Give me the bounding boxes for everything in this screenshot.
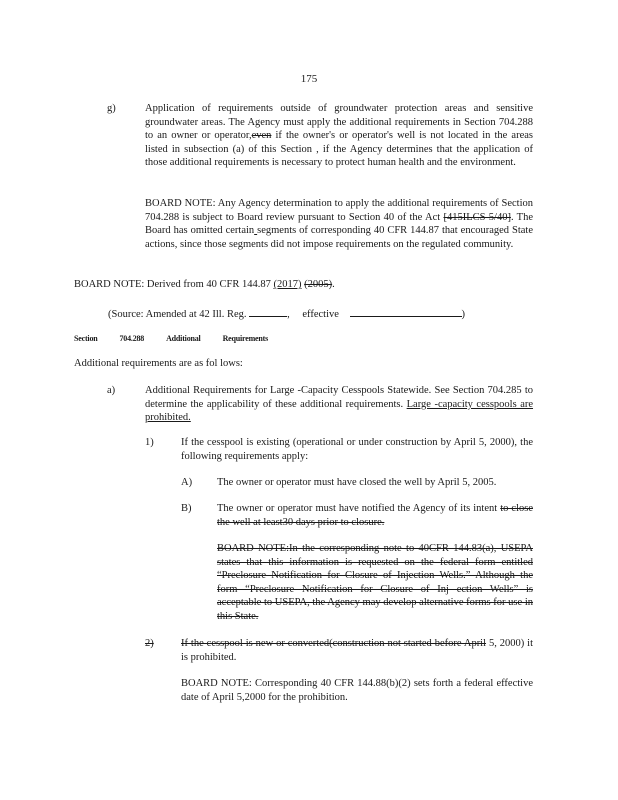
item-B-paragraph: The owner or operator must have notified the Agency of its intent to close the well at least30 days prior to closure. bbox=[217, 503, 533, 528]
struck-text: to close the well at least30 days prior to closure. bbox=[217, 503, 533, 528]
blank-line bbox=[350, 306, 462, 317]
struck-text: (2005) bbox=[304, 279, 333, 290]
inserted-text: (2017) bbox=[273, 279, 302, 290]
item-A-paragraph: The owner or operator must have closed the well by April 5, 2005. bbox=[217, 477, 497, 488]
final-board-note: BOARD NOTE: Corresponding 40 CFR 144.88(b)(2) sets forth a federal effective date of April 5,2000 for the prohibition. bbox=[181, 678, 533, 703]
struck-text: If the cesspool is new or converted(construction not started before April bbox=[181, 638, 487, 649]
blank-line bbox=[249, 306, 287, 317]
struck-text: [415ILCS 5/40] bbox=[443, 211, 511, 223]
item-g-board-note: BOARD NOTE: Any Agency determination to apply the additional requirements of Section 704.288 is subject to Board review pursuant to Section 40 of the Act [415ILCS 5/40]. The Board has omitted certain segments of corresponding 40 CFR 144.87 that encouraged State actions, since those segments did not impose requirements on the regulated community. bbox=[145, 198, 533, 250]
section-heading: Section 704.288 Additional Requirements bbox=[74, 334, 269, 343]
struck-text: even bbox=[251, 130, 272, 142]
derived-board-note: BOARD NOTE: Derived from 40 CFR 144.87 (2017) (2005). bbox=[74, 279, 335, 290]
item-g-label: g) bbox=[107, 103, 116, 114]
item-A-label: A) bbox=[181, 477, 193, 488]
item-g-paragraph: Application of requirements outside of groundwater protection areas and sensitive groundwater areas. The Agency must apply the additional requirements in Section 704.288 to an owner or operator,even if the owner's or operator's well is not located in the areas listed in subsection (a) of this Section , if the Agency determines that the application of those additional requirements is necessary to protect human health and the environment. bbox=[145, 103, 533, 169]
inserted-text: Large -capacity cesspools are prohibited. bbox=[145, 398, 534, 424]
item-2-paragraph: If the cesspool is new or converted(construction not started before April 5, 2000) it is prohibited. bbox=[181, 638, 533, 663]
item-1-label: 1) bbox=[145, 437, 154, 448]
item-a-label: a) bbox=[107, 385, 116, 396]
struck-board-note: BOARD NOTE:In the corresponding note to 40CFR 144.83(a), USEPA states that this information is requested on the federal form entitled “Preclosure Notification for Closure of Injection Wells.” Although the form “Preclosure Notification for Closure of Inj ection Wells” is acceptable to USEPA, the Agency may develop alternative forms for use in this State. bbox=[217, 543, 533, 622]
page-number: 175 bbox=[300, 73, 318, 85]
item-a-paragraph: Additional Requirements for Large -Capacity Cesspools Statewide. See Section 704.285 to determine the applicability of these additional requirements. Large -capacity cesspools are prohibited. bbox=[145, 385, 534, 424]
item-B-label: B) bbox=[181, 503, 192, 514]
intro-text: Additional requirements are as fol lows: bbox=[74, 358, 243, 369]
source-note: (Source: Amended at 42 Ill. Reg. , effective ) bbox=[108, 306, 465, 322]
item-1-paragraph: If the cesspool is existing (operational or under construction by April 5, 2000), the following requirements apply: bbox=[181, 437, 533, 462]
item-2-label: 2) bbox=[145, 638, 154, 649]
